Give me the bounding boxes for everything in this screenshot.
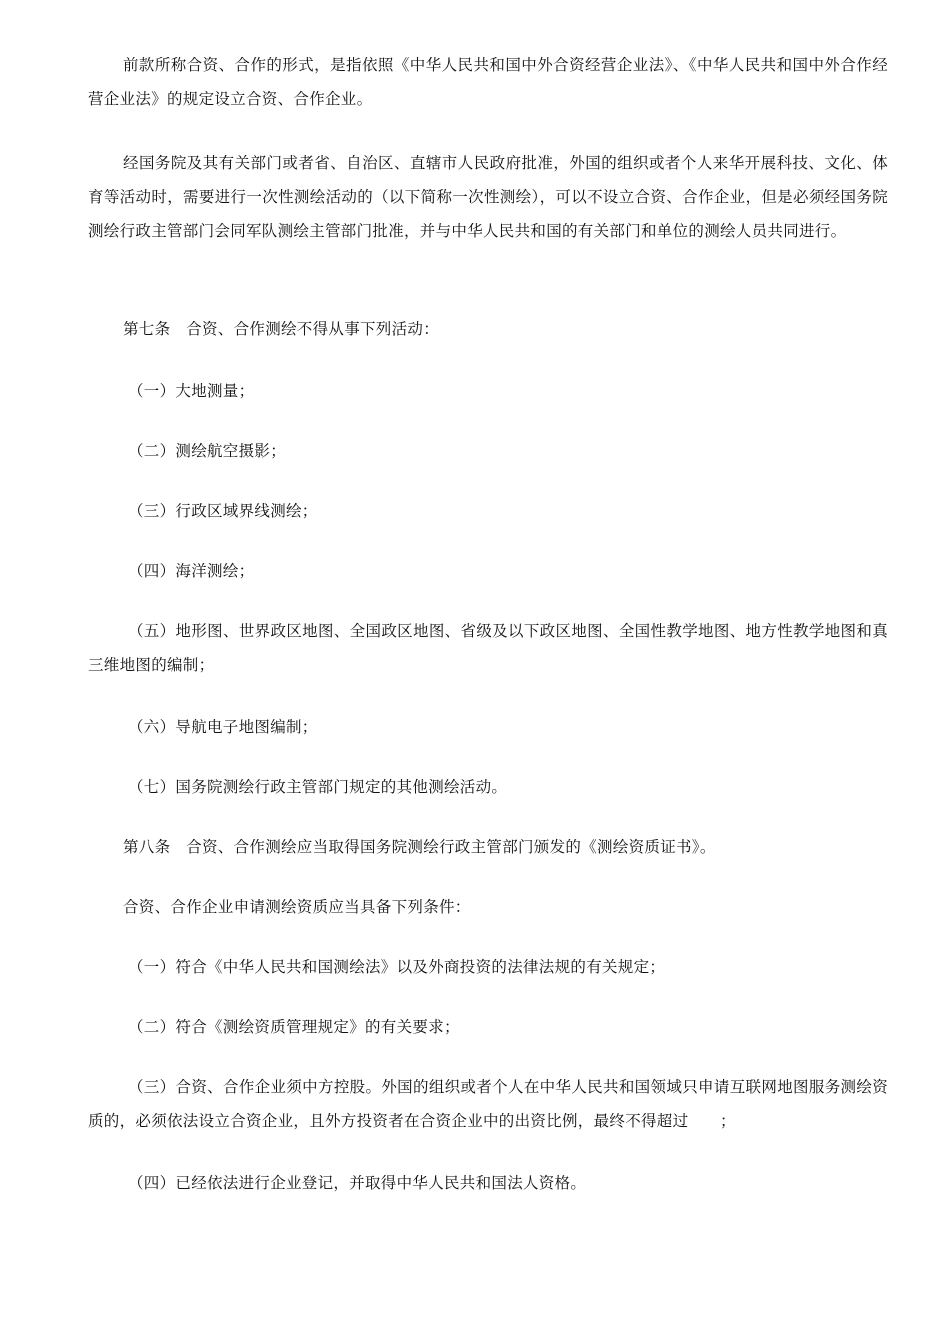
article-7-item-7: （七）国务院测绘行政主管部门规定的其他测绘活动。 — [128, 778, 508, 796]
article-7-item-4: （四）海洋测绘； — [128, 562, 255, 580]
condition-item-3: （三）合资、合作企业须中方控股。外国的组织或者个人在中华人民共和国领域只申请互联网地图服务测绘资质的，必须依法设立合资企业，且外方投资者在合资企业中的出资比例，最终不得超过 ； — [88, 1078, 888, 1130]
article-7-item-1: （一）大地测量； — [128, 382, 255, 400]
article-7-item-3: （三）行政区域界线测绘； — [128, 502, 318, 520]
article-7-item-6: （六）导航电子地图编制； — [128, 718, 318, 736]
article-7-heading: 第七条 合资、合作测绘不得从事下列活动： — [123, 320, 440, 338]
article-7-item-5: （五）地形图、世界政区地图、全国政区地图、省级及以下政区地图、全国性教学地图、地方性教学地图和真三维地图的编制； — [88, 622, 888, 674]
article-8-heading: 第八条 合资、合作测绘应当取得国务院测绘行政主管部门颁发的《测绘资质证书》。 — [123, 838, 716, 856]
paragraph-one-time-surveying: 经国务院及其有关部门或者省、自治区、直辖市人民政府批准，外国的组织或者个人来华开展科技、文化、体育等活动时，需要进行一次性测绘活动的（以下简称一次性测绘），可以不设立合资、合作企业，但是必须经国务院测绘行政主管部门会同军队测绘主管部门批准，并与中华人民共和国的有关部门和单位的测绘人员共同进行。 — [88, 154, 888, 240]
article-7-item-2: （二）测绘航空摄影； — [128, 442, 287, 460]
condition-item-1: （一）符合《中华人民共和国测绘法》以及外商投资的法律法规的有关规定； — [128, 958, 666, 976]
qualification-conditions-intro: 合资、合作企业申请测绘资质应当具备下列条件： — [123, 898, 471, 916]
condition-item-4: （四）已经依法进行企业登记，并取得中华人民共和国法人资格。 — [128, 1174, 587, 1192]
paragraph-joint-venture-form: 前款所称合资、合作的形式，是指依照《中华人民共和国中外合资经营企业法》、《中华人民共和国中外合作经营企业法》的规定设立合资、合作企业。 — [88, 56, 888, 108]
condition-item-2: （二）符合《测绘资质管理规定》的有关要求； — [128, 1018, 460, 1036]
